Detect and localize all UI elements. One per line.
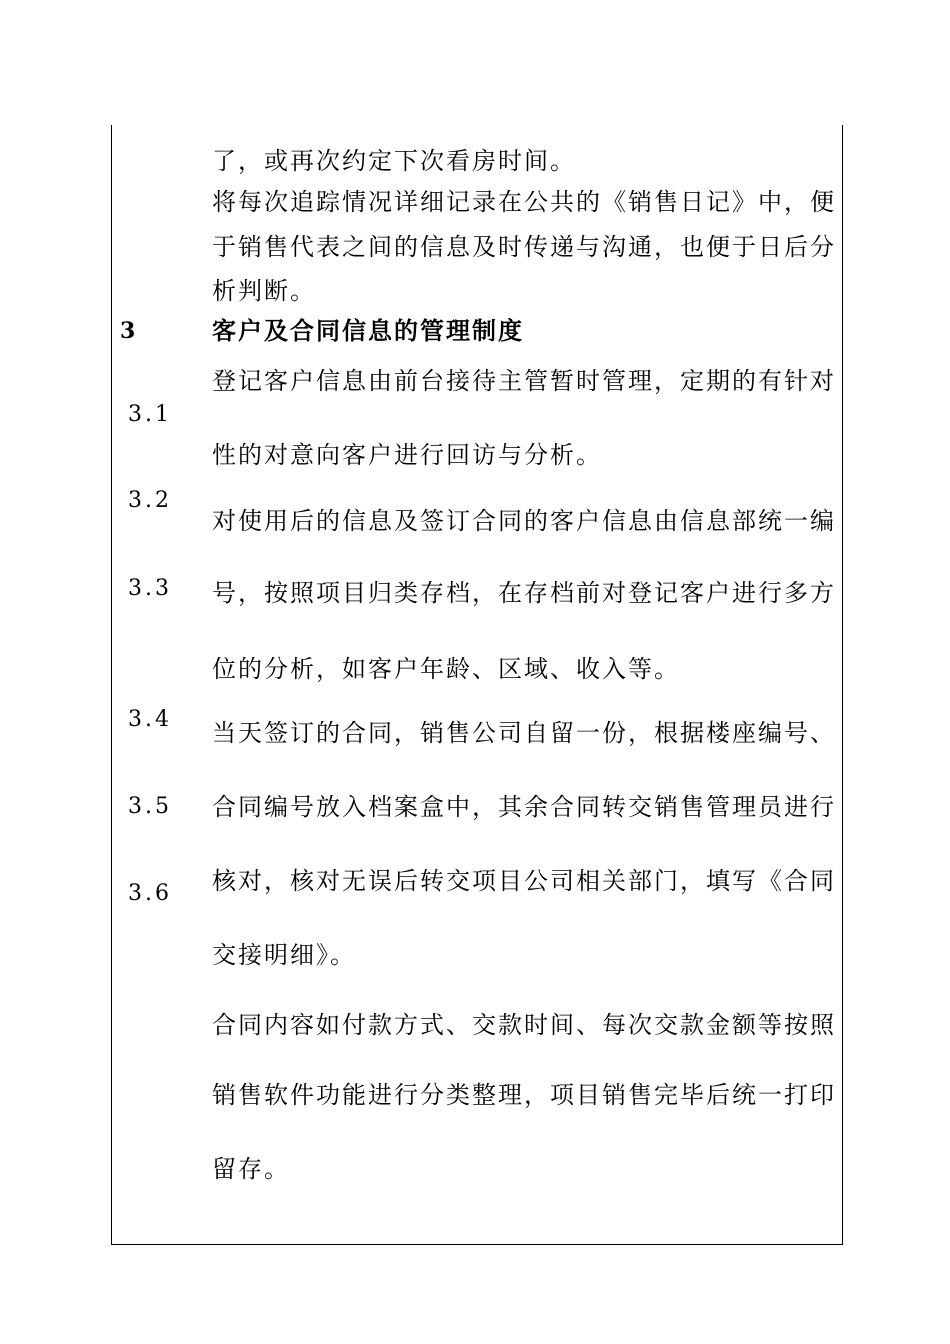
item-number: 3.6 (128, 881, 172, 906)
text-line: 号，按照项目归类存档，在存档前对登记客户进行多方 (212, 579, 836, 607)
item-number: 3.5 (128, 794, 172, 819)
item-number: 3.2 (128, 488, 172, 513)
text-line: 当天签订的合同，销售公司自留一份，根据楼座编号、 (212, 719, 836, 747)
text-line: 了，或再次约定下次看房时间。 (212, 147, 576, 175)
text-line: 销售软件功能进行分类整理，项目销售完毕后统一打印 (212, 1081, 836, 1109)
text-line: 对使用后的信息及签订合同的客户信息由信息部统一编 (212, 507, 836, 535)
section-number: 3 (120, 318, 139, 344)
text-line: 核对，核对无误后转交项目公司相关部门，填写《合同 (212, 867, 836, 895)
text-line: 留存。 (212, 1155, 290, 1183)
item-number: 3.3 (128, 576, 172, 601)
text-line: 交接明细》。 (212, 941, 356, 969)
text-line: 将每次追踪情况详细记录在公共的《销售日记》中，便 (212, 188, 836, 216)
text-line: 析判断。 (212, 277, 316, 305)
item-number: 3.1 (128, 402, 172, 427)
text-line: 性的对意向客户进行回访与分析。 (212, 441, 602, 469)
item-number: 3.4 (128, 707, 172, 732)
text-line: 位的分析，如客户年龄、区域、收入等。 (212, 655, 680, 683)
text-line: 合同编号放入档案盒中，其余合同转交销售管理员进行 (212, 793, 836, 821)
text-line: 于销售代表之间的信息及时传递与沟通，也便于日后分 (212, 233, 836, 261)
text-line: 合同内容如付款方式、交款时间、每次交款金额等按照 (212, 1011, 836, 1039)
section-title: 客户及合同信息的管理制度 (212, 316, 524, 345)
text-line: 登记客户信息由前台接待主管暂时管理，定期的有针对 (212, 367, 836, 395)
